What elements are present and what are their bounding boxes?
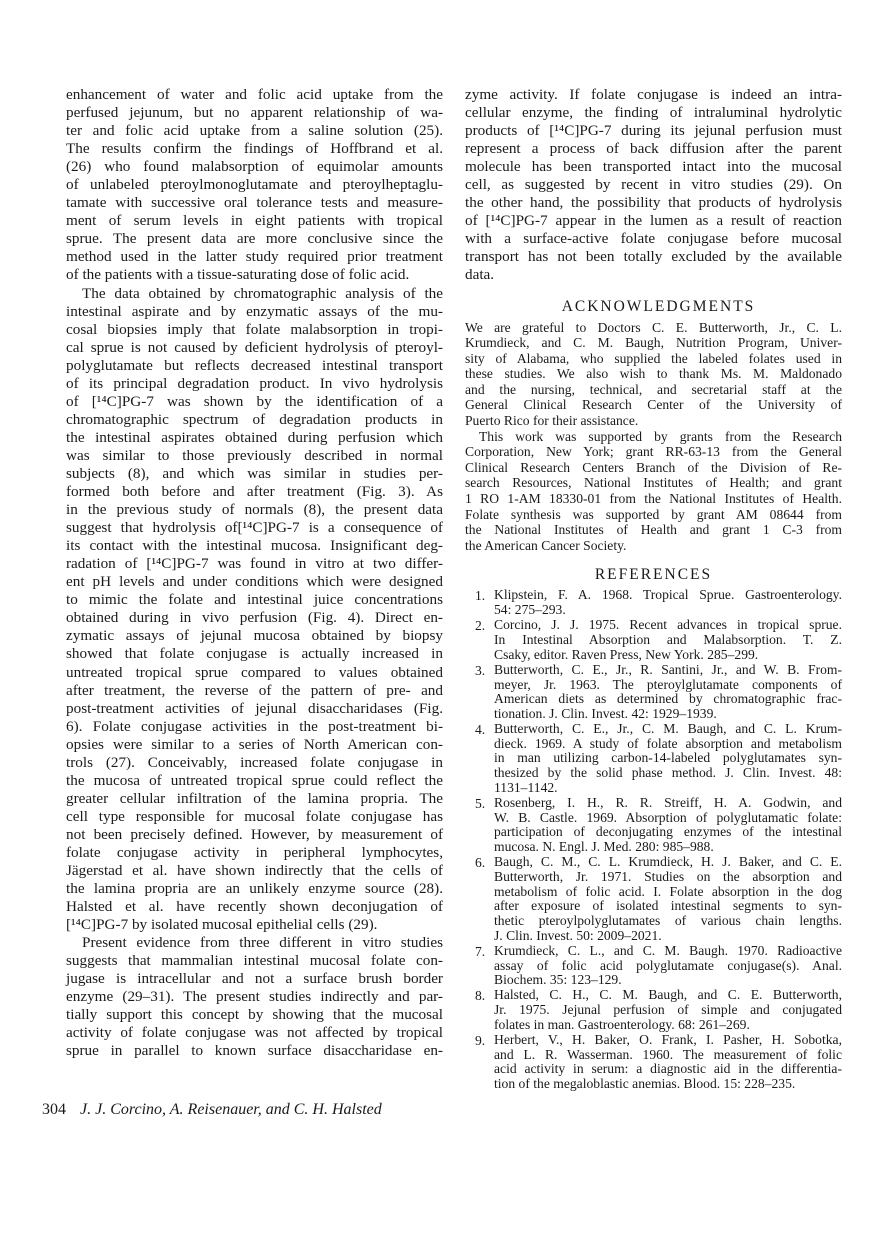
text-line: ment of serum levels in eight patients with tropical [66, 212, 443, 230]
reference-line: Halsted, C. H., C. M. Baugh, and C. E. Butterworth, [494, 987, 842, 1003]
reference-line: Biochem. 35: 123–129. [494, 972, 622, 988]
text-line: obtained during in vivo perfusion (Fig. 4). Direct en- [66, 609, 443, 627]
text-line: in the previous study of normals (8), the present data [66, 501, 443, 519]
reference-line: W. B. Castle. 1969. Absorption of polyglutamatic folate: [494, 809, 842, 825]
text-line: folate conjugase activity in peripheral lymphocytes, [66, 843, 443, 861]
text-line: to mimic the folate and intestinal juice concentrations [66, 591, 443, 609]
text-line: untreated tropical sprue compared to values obtained [66, 663, 443, 681]
reference-line: Rosenberg, I. H., R. R. Streiff, H. A. Godwin, and [494, 795, 842, 811]
left-column [66, 86, 443, 1061]
acknowledgments-text [465, 320, 842, 554]
text-line: activity of folate conjugase was not affected by tropical [66, 1024, 443, 1042]
text-line: tamate with successive oral tolerance tests and measure- [66, 194, 443, 212]
text-line: ter and folic acid uptake from a saline solution (25). [66, 122, 443, 140]
text-line: trols (27). Conceivably, increased folate conjugase in [66, 753, 443, 771]
text-line: represent a process of back diffusion after the parent [465, 140, 842, 158]
references-heading: REFERENCES [594, 566, 713, 584]
reference-line: Butterworth, Jr. 1971. Studies on the absorption and [494, 868, 842, 884]
reference-line: Butterworth, C. E., Jr., R. Santini, Jr., and W. B. From- [494, 661, 842, 677]
reference-line: thetic pteroylpolyglutamates of various chain lengths. [494, 913, 842, 929]
text-line: Krumdieck, and C. M. Baugh, Nutrition Program, Univer- [465, 335, 842, 351]
text-line: The results confirm the findings of Hoffbrand et al. [66, 140, 443, 158]
reference-item [465, 663, 842, 722]
reference-line: and L. R. Wasserman. 1960. The measurement of folic [494, 1046, 842, 1062]
text-line: of unlabeled pteroylmonoglutamate and pteroylheptaglu- [66, 176, 443, 194]
paragraph [465, 86, 842, 285]
text-line: radation of [¹⁴C]PG-7 was found in vitro at two differ- [66, 555, 443, 573]
right-body-text [465, 86, 842, 285]
reference-item [465, 618, 842, 662]
text-line: the lamina propria are an unlikely enzyme source (28). [66, 880, 443, 898]
text-line: Corporation, New York; grant RR-63-13 from the General [465, 444, 842, 460]
reference-item [465, 796, 842, 855]
reference-line: Jr. 1975. Jejunal perfusion of simple and conjugated [494, 1002, 842, 1018]
text-line: The data obtained by chromatographic analysis of the [82, 284, 443, 302]
reference-line: Herbert, V., H. Baker, O. Frank, I. Pasher, H. Sobotka, [494, 1032, 842, 1048]
text-line: Jägerstad et al. have shown indirectly that the cells of [66, 862, 443, 880]
text-line: subjects (8), and which was similar in studies per- [66, 464, 443, 482]
reference-line: after exposure of isolated intestinal segments to syn- [494, 898, 842, 914]
text-line: suggests that mammalian intestinal mucosal folate con- [66, 952, 443, 970]
text-line: with a surface-active folate conjugase before mucosal [465, 230, 842, 248]
reference-line: 1131–1142. [494, 779, 558, 795]
text-line: opsies were similar to a series of North American con- [66, 735, 443, 753]
text-line: enzyme (29–31). The present studies indirectly and par- [66, 988, 443, 1006]
text-line: General Clinical Research Center of the University of [465, 397, 842, 413]
text-line: these studies. We also wish to thank Ms. M. Maldonado [465, 366, 842, 382]
text-line: molecule has been transported intact into the mucosal [465, 158, 842, 176]
text-line: of [¹⁴C]PG-7 appear in the lumen as a result of reaction [465, 212, 842, 230]
reference-line: acid activity in serum: a diagnostic aid in the differentia- [494, 1061, 842, 1077]
text-line: [¹⁴C]PG-7 by isolated mucosal epithelial cells (29). [66, 916, 378, 934]
text-line: cosal biopsies imply that folate malabsorption in tropi- [66, 320, 443, 338]
text-line: of the patients with a tissue-saturating dose of folic acid. [66, 266, 410, 284]
text-line: method used in the latter study required prior treatment [66, 248, 443, 266]
reference-line: 54: 275–293. [494, 602, 566, 618]
reference-line: American diets as determined by chromatographic frac- [494, 691, 842, 707]
reference-line: Krumdieck, C. L., and C. M. Baugh. 1970. Radioactive [494, 942, 842, 958]
text-line: products of [¹⁴C]PG-7 during its jejunal perfusion must [465, 122, 842, 140]
reference-line: tion of the megaloblastic anemias. Blood. 15: 228–235. [494, 1076, 796, 1092]
text-line: sprue. The present data are more conclusive since the [66, 230, 443, 248]
text-line: chromatographic spectrum of degradation products in [66, 410, 443, 428]
paragraph [465, 320, 842, 429]
text-line: the intestinal aspirates obtained during perfusion which [66, 428, 443, 446]
reference-line: assay of folic acid polyglutamate conjugase(s). Anal. [494, 957, 842, 973]
reference-line: Csaky, editor. Raven Press, New York. 285–299. [494, 646, 759, 662]
text-line: sprue in parallel to known surface disaccharidase en- [66, 1042, 443, 1060]
text-line: Clinical Research Centers Branch of the Division of Re- [465, 459, 842, 475]
reference-number: 2. [475, 618, 486, 634]
text-line: 6). Folate conjugase activities in the post-treatment bi- [66, 717, 443, 735]
text-line: cell type responsible for mucosal folate conjugase has [66, 807, 443, 825]
reference-line: metabolism of folic acid. I. Folate absorption in the dog [494, 883, 842, 899]
text-line: of [¹⁴C]PG-7 was shown by the identification of a [66, 392, 443, 410]
reference-list [465, 588, 842, 1091]
text-line: and the nursing, technical, and secretarial staff at the [465, 381, 842, 397]
text-line: polyglutamate but reflects decreased intestinal transport [66, 356, 443, 374]
text-line: greater cellular infiltration of the lamina propria. The [66, 789, 443, 807]
reference-item [465, 988, 842, 1032]
reference-line: mucosa. N. Engl. J. Med. 280: 985–988. [494, 839, 714, 855]
text-line: post-treatment activities of jejunal disaccharidases (Fig. [66, 699, 443, 717]
text-line: cell, as suggested by recent in vitro studies (29). On [465, 176, 842, 194]
text-line: (26) who found malabsorption of equimolar amounts [66, 158, 443, 176]
text-line: Present evidence from three different in vitro studies [82, 934, 443, 952]
reference-line: Baugh, C. M., C. L. Krumdieck, H. J. Baker, and C. E. [494, 854, 842, 870]
text-line: the National Institutes of Health and grant 1 C-3 from [465, 522, 842, 538]
text-line: Puerto Rico for their assistance. [465, 413, 639, 429]
text-line: its contact with the intestinal mucosa. Insignificant deg- [66, 537, 443, 555]
text-line: the mucosa of untreated tropical sprue could reflect the [66, 771, 443, 789]
text-line: Halsted et al. have recently shown deconjugation of [66, 898, 443, 916]
text-line: cellular enzyme, the finding of intraluminal hydrolytic [465, 104, 842, 122]
text-line: We are grateful to Doctors C. E. Butterworth, Jr., C. L. [465, 319, 842, 335]
text-line: showed that folate conjugase is actually increased in [66, 645, 443, 663]
reference-number: 9. [475, 1033, 486, 1049]
reference-line: in man utilizing carbon-14-labeled polyglutamates syn- [494, 750, 842, 766]
left-body-text [66, 86, 443, 1061]
reference-item [465, 944, 842, 988]
text-line: ent pH levels and under conditions which were designed [66, 573, 443, 591]
reference-line: tionation. J. Clin. Invest. 42: 1929–1939. [494, 705, 717, 721]
acknowledgments-heading: ACKNOWLEDGMENTS [561, 297, 756, 315]
text-line: of its principal degradation product. In vivo hydrolysis [66, 374, 443, 392]
paragraph [66, 86, 443, 285]
running-authors: J. J. Corcino, A. Reisenauer, and C. H. Halsted [80, 1101, 382, 1118]
reference-line: thesized by the solid phase method. J. Clin. Invest. 48: [494, 765, 842, 781]
text-line: after treatment, the reverse of the pattern of pre- and [66, 681, 443, 699]
reference-number: 3. [475, 662, 486, 678]
page-footer [42, 1101, 382, 1119]
paragraph [66, 934, 443, 1060]
reference-line: Corcino, J. J. 1975. Recent advances in tropical sprue. [494, 617, 842, 633]
text-line: the American Cancer Society. [465, 537, 627, 553]
text-line: jugase is intracellular and not a surface brush border [66, 970, 443, 988]
text-line: zymatic assays of jejunal mucosa obtained by biopsy [66, 627, 443, 645]
reference-item [465, 588, 842, 617]
reference-line: folates in man. Gastroenterology. 68: 261–269. [494, 1016, 750, 1032]
reference-item [465, 722, 842, 795]
reference-line: meyer, Jr. 1963. The pteroylglutamate components of [494, 676, 842, 692]
reference-number: 7. [475, 943, 486, 959]
reference-number: 4. [475, 722, 486, 738]
reference-line: Klipstein, F. A. 1968. Tropical Sprue. Gastroenterology. [494, 587, 842, 603]
text-line: zyme activity. If folate conjugase is indeed an intra- [465, 86, 842, 103]
reference-line: J. Clin. Invest. 50: 2009–2021. [494, 927, 662, 943]
text-line: transport has not been totally excluded by the available [465, 248, 842, 266]
text-line: not been precisely defined. However, by measurement of [66, 825, 443, 843]
text-line: 1 RO 1-AM 18330-01 from the National Institutes of Health. [465, 491, 842, 507]
text-line: suggest that hydrolysis of[¹⁴C]PG-7 is a consequence of [66, 519, 443, 537]
reference-number: 5. [475, 796, 486, 812]
text-line: Folate synthesis was supported by grant AM 08644 from [465, 506, 842, 522]
reference-number: 1. [475, 588, 486, 604]
paragraph [66, 285, 443, 935]
right-column [465, 86, 842, 1092]
text-line: data. [465, 266, 495, 284]
text-line: search Resources, National Institutes of Health; and grant [465, 475, 842, 491]
reference-item [465, 855, 842, 943]
text-line: This work was supported by grants from the Research [479, 428, 842, 444]
reference-line: Butterworth, C. E., Jr., C. M. Baugh, and C. L. Krum- [494, 721, 842, 737]
reference-line: In Intestinal Absorption and Malabsorption. T. Z. [494, 631, 842, 647]
page-number: 304 [42, 1101, 66, 1118]
text-line: tially support this concept by showing that the mucosal [66, 1006, 443, 1024]
text-line: sity of Alabama, who supplied the labeled folates used in [465, 350, 842, 366]
text-line: enhancement of water and folic acid uptake from the [66, 86, 443, 103]
text-line: formed both before and after treatment (Fig. 3). As [66, 483, 443, 501]
text-line: intestinal aspirate and by enzymatic assays of the mu- [66, 302, 443, 320]
text-line: perfused jejunum, but no apparent relationship of wa- [66, 104, 443, 122]
text-line: was similar to those previously described in normal [66, 446, 443, 464]
reference-number: 6. [475, 855, 486, 871]
reference-line: participation of deconjugating enzymes of the intestinal [494, 824, 842, 840]
paragraph [465, 429, 842, 554]
text-line: the other hand, the possibility that products of hydrolysis [465, 194, 842, 212]
reference-item [465, 1033, 842, 1092]
text-line: cal sprue is not caused by deficient hydrolysis of pteroyl- [66, 338, 443, 356]
reference-line: dieck. 1969. A study of folate absorption and metabolism [494, 735, 842, 751]
reference-number: 8. [475, 988, 486, 1004]
